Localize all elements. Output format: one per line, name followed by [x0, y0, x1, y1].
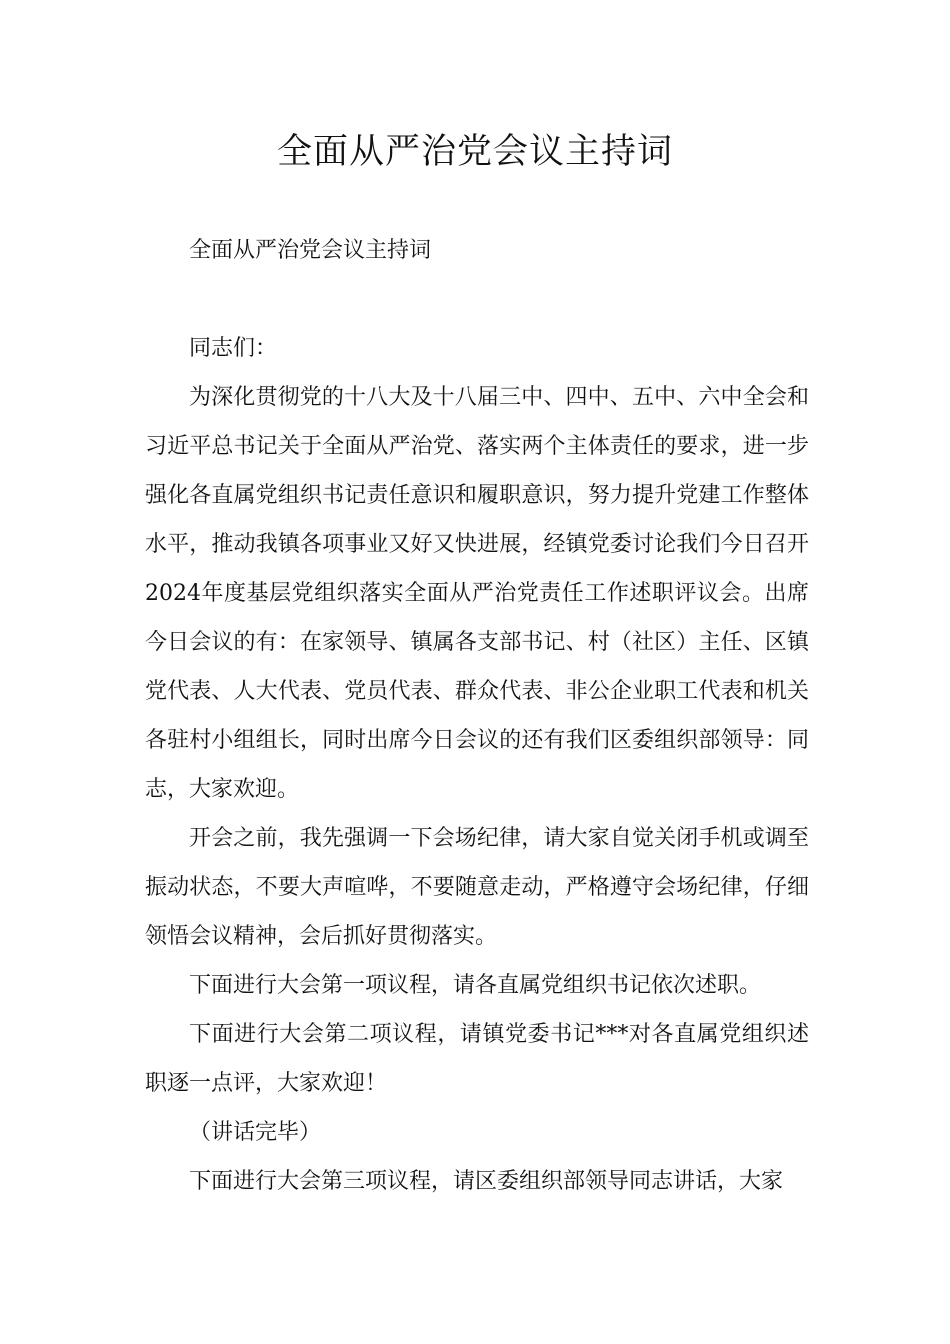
body-paragraph-intro: 为深化贯彻党的十八大及十八届三中、四中、五中、六中全会和习近平总书记关于全面从严治党、落实两个主体责任的要求，进一步强化各直属党组织书记责任意识和履职意识，努力提升党建工作整体水平，推动我镇各项事业又好又快进展，经镇党委讨论我们今日召开2024年度基层党组织落实全面从严治党责任工作述职评议会。出席今日会议的有：在家领导、镇属各支部书记、村（社区）主任、区镇党代表、人大代表、党员代表、群众代表、非公企业职工代表和机关各驻村小组组长，同时出席今日会议的还有我们区委组织部领导：同志，大家欢迎。 [145, 385, 809, 802]
document-body [145, 226, 809, 1206]
body-paragraph-agenda-3: 下面进行大会第三项议程，请区委组织部领导同志讲话，大家 [189, 1169, 784, 1194]
body-paragraph-agenda-2: 下面进行大会第二项议程，请镇党委书记***对各直属党组织述职逐一点评，大家欢迎！ [145, 1022, 809, 1096]
body-paragraph-discipline: 开会之前，我先强调一下会场纪律，请大家自觉关闭手机或调至振动状态，不要大声喧哗，不要随意走动，严格遵守会场纪律，仔细领悟会议精神，会后抓好贯彻落实。 [145, 826, 809, 949]
salutation-paragraph: 同志们： [189, 336, 278, 361]
body-paragraph-speech-end: （讲话完毕） [189, 1120, 322, 1145]
subtitle-paragraph: 全面从严治党会议主持词 [189, 238, 432, 263]
document-title: 全面从严治党会议主持词 [276, 132, 673, 172]
body-paragraph-agenda-1: 下面进行大会第一项议程，请各直属党组织书记依次述职。 [189, 973, 762, 998]
